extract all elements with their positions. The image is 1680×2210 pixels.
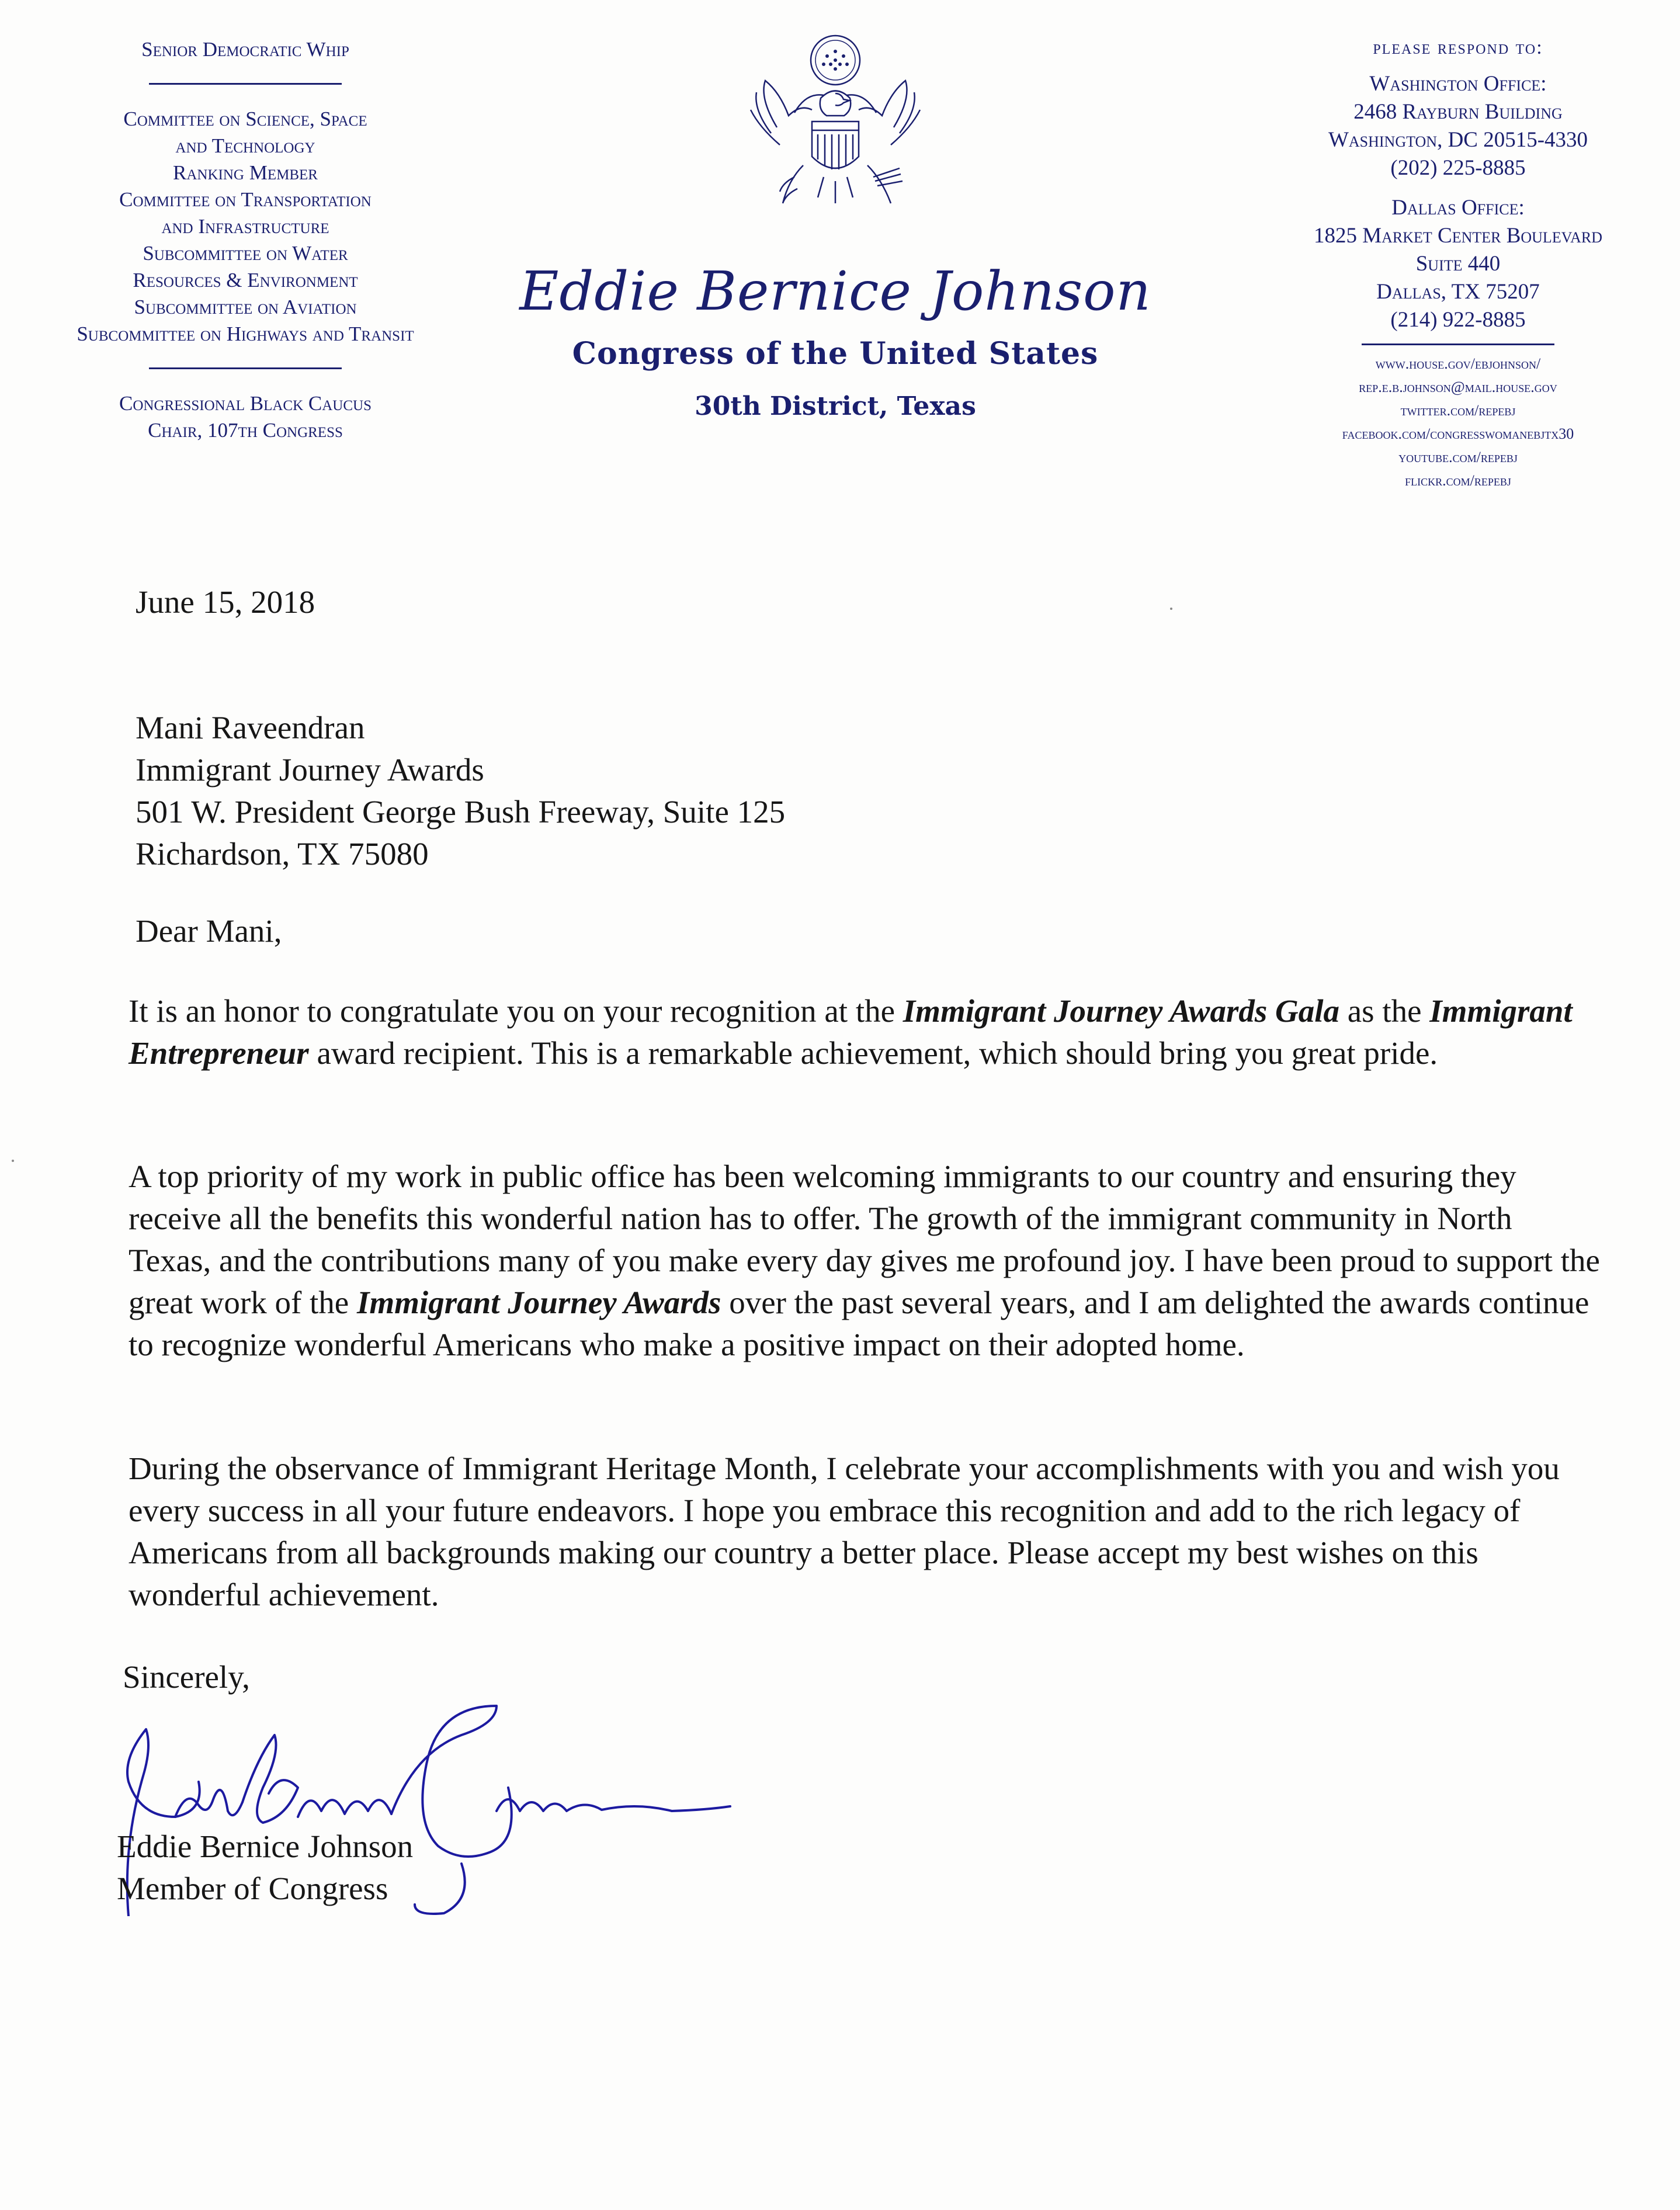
office-line: Washington, DC 20515-4330 [1328, 128, 1588, 152]
committee-line: Committee on Science, Space [123, 107, 367, 130]
paragraph-1: It is an honor to congratulate you on your recognition at the Immigrant Journey Awards Gala as the Immigrant Entrepreneur award recipient. This is a remarkable achievement, which should bring you great pride. [129, 993, 1573, 1071]
respond-header: please respond to: [1373, 37, 1543, 58]
caucus-info [23, 390, 467, 444]
office-line: Dallas, TX 75207 [1376, 280, 1540, 304]
committee-line: Ranking Member [173, 161, 318, 184]
web-link-line: facebook.com/congresswomanebjtx30 [1342, 425, 1574, 442]
office-line: Washington Office: [1369, 72, 1547, 96]
caucus-line: Chair, 107th Congress [148, 419, 343, 442]
signer-title: Member of Congress [117, 1871, 388, 1906]
address-line: Richardson, TX 75080 [136, 836, 429, 872]
office-line: (202) 225-8885 [1390, 156, 1526, 180]
office-line: Dallas Office: [1391, 196, 1525, 220]
paper-speck [12, 1160, 14, 1162]
great-seal-icon [724, 28, 946, 227]
closing: Sincerely, [123, 1659, 250, 1695]
address-line: Immigrant Journey Awards [136, 752, 484, 787]
address-line: 501 W. President George Bush Freeway, Suite 125 [136, 794, 786, 830]
committee-line: Subcommittee on Aviation [134, 296, 357, 318]
caucus-line: Congressional Black Caucus [119, 392, 372, 415]
divider [1362, 344, 1554, 345]
member-name-script: Eddie Bernice Johnson [519, 260, 1151, 322]
committee-list [23, 106, 467, 348]
recipient-address [136, 707, 785, 875]
letterhead-right [1271, 34, 1645, 492]
paragraph-3: During the observance of Immigrant Heritage Month, I celebrate your accomplishments with you and wish you every success in all your future endeavors. I hope you embrace this recognition and add to the rich legacy of Americans from all backgrounds making our country a better place. Please accept my best wishes on this wonderful achievement. [129, 1451, 1560, 1612]
divider [149, 367, 342, 369]
office-line: (214) 922-8885 [1390, 308, 1526, 332]
office-line: 2468 Rayburn Building [1353, 100, 1563, 124]
paper-speck [1170, 608, 1172, 610]
whip-title [23, 36, 467, 63]
committee-line: Committee on Transportation [119, 188, 372, 211]
web-link-line: youtube.com/repebj [1398, 449, 1518, 466]
committee-line: Subcommittee on Highways and Transit [77, 322, 414, 345]
emphasis-entrepreneur: Immigrant Entrepreneur [129, 993, 1573, 1071]
office-line: Suite 440 [1415, 252, 1501, 276]
committee-line: Subcommittee on Water [143, 242, 348, 265]
dallas-office [1271, 194, 1645, 334]
washington-office [1271, 70, 1645, 182]
emphasis-awards: Immigrant Journey Awards [356, 1285, 721, 1320]
web-link-line: flickr.com/repebj [1405, 472, 1511, 489]
web-links [1271, 352, 1645, 492]
committee-line: and Infrastructure [161, 215, 329, 238]
paragraph-2: A top priority of my work in public office has been welcoming immigrants to our country and ensuring they receive all the benefits this wonderful nation has to offer. The growth of the immigrant community in North Texas, and the contributions many of you make every day gives me profound joy. I have been proud to support the great work of the Immigrant Journey Awards over the past several years, and I am delighted the awards continue to recognize wonderful Americans who make a positive impact on their adopted home. [129, 1158, 1600, 1362]
emphasis-gala: Immigrant Journey Awards Gala [903, 993, 1340, 1029]
letterhead-left [23, 36, 467, 444]
web-link-line: www.house.gov/ebjohnson/ [1375, 355, 1541, 372]
congress-title: Congress of the United States [572, 336, 1099, 372]
signer-name: Eddie Bernice Johnson [117, 1829, 414, 1864]
district-title: 30th District, Texas [695, 391, 976, 421]
letterhead-line: Senior Democratic Whip [141, 38, 349, 61]
web-link-line: twitter.com/repebj [1400, 402, 1516, 419]
committee-line: and Technology [175, 134, 315, 157]
letter-date: June 15, 2018 [136, 584, 315, 620]
office-line: 1825 Market Center Boulevard [1313, 224, 1603, 248]
divider [149, 83, 342, 85]
committee-line: Resources & Environment [133, 269, 358, 292]
web-link-line: rep.e.b.johnson@mail.house.gov [1359, 379, 1557, 395]
salutation: Dear Mani, [136, 913, 282, 949]
address-line: Mani Raveendran [136, 710, 365, 745]
